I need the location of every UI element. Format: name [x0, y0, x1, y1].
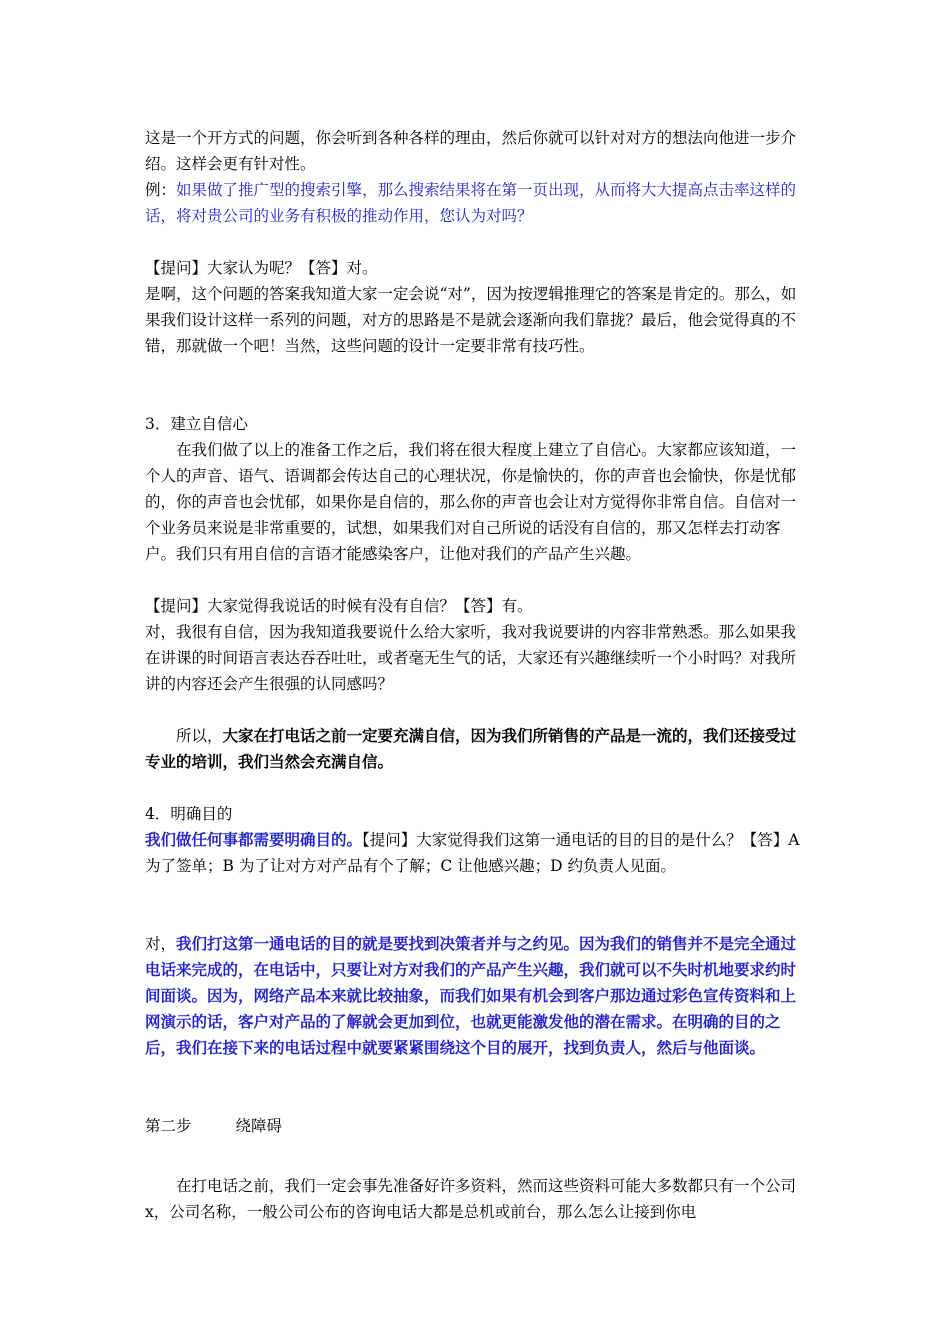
- paragraph-logic: 是啊，这个问题的答案我知道大家一定会说“对”，因为按逻辑推理它的答案是肯定的。那么，如果我们设计这样一系列的问题，对方的思路是不是就会逐渐向我们靠拢？最后，他会觉得真的不错，那就做一个吧！当然，这些问题的设计一定要非常有技巧性。: [145, 285, 797, 355]
- step-label: 第二步: [145, 1117, 192, 1135]
- question-1: 【提问】大家认为呢？【答】对。: [145, 259, 378, 277]
- goal-answer-text: 我们打这第一通电话的目的就是要找到决策者并与之约见。因为我们的销售并不是完全通过电话来完成的，在电话中，只要让对方对我们的产品产生兴趣，我们就可以不失时机地要求约时间面谈。因为，网络产品本来就比较抽象，而我们如果有机会到客户那边通过彩色宣传资料和上网演示的话，客户对产品的了解就会更加到位，也就更能激发他的潜在需求。在明确的目的之后，我们在接下来的电话过程中就要紧紧围绕这个目的展开，找到负责人，然后与他面谈。: [145, 934, 797, 1057]
- goal-answer-prefix: 对，: [145, 935, 177, 953]
- goal-emphasis: 我们做任何事都需要明确目的。: [145, 830, 363, 849]
- paragraph-goal-answer: [145, 931, 809, 1061]
- paragraph-confidence: 在我们做了以上的准备工作之后，我们将在很大程度上建立了自信心。大家都应该知道，一个人的声音、语气、语调都会传达自己的心理状况，你是愉快的，你的声音也会愉快，你是忧郁的，你的声音也会忧郁，如果你是自信的，那么你的声音也会让对方觉得你非常自信。自信对一个业务员来说是非常重要的，试想，如果我们对自己所说的话没有自信的，那又怎样去打动客户。我们只有用自信的言语才能感染客户，让他对我们的产品产生兴趣。: [145, 441, 797, 563]
- paragraph-obstacles: 在打电话之前，我们一定会事先准备好许多资料，然而这些资料可能大多数都只有一个公司 x，公司名称，一般公司公布的咨询电话大都是总机或前台，那么怎么让接到你电: [145, 1177, 797, 1221]
- step-title: 绕障碍: [235, 1117, 283, 1135]
- heading-goal: 4．明确目的: [145, 805, 233, 823]
- example-text: 如果做了推广型的搜索引擎，那么搜索结果将在第一页出现，从而将大大提高点击率这样的话，将对贵公司的业务有积极的推动作用，您认为对吗？: [145, 181, 797, 225]
- paragraph-open-question: 这是一个开方式的问题，你会听到各种各样的理由，然后你就可以针对对方的想法向他进一步介绍。这样会更有针对性。: [145, 129, 797, 173]
- paragraph-goal-question: [145, 827, 809, 879]
- goal-question: 【提问】大家觉得我们这第一通电话的目的目的是什么？【答】A 为了签单；B 为了让对方对产品有个了解；C 让他感兴趣；D 约负责人见面。: [145, 831, 800, 875]
- paragraph-conclusion: [145, 723, 809, 775]
- paragraph-answer-confidence: 对，我很有自信，因为我知道我要说什么给大家听，我对我说要讲的内容非常熟悉。那么如果我在讲课的时间语言表达吞吞吐吐，或者毫无生气的话，大家还有兴趣继续听一个小时吗？对我所讲的内容还会产生很强的认同感吗？: [145, 623, 797, 693]
- paragraph-example: [145, 177, 809, 229]
- step-two-heading: [145, 1113, 809, 1139]
- document-body: [145, 125, 809, 1225]
- conclusion-bold: 大家在打电话之前一定要充满自信，因为我们所销售的产品是一流的，我们还接受过专业的培训，我们当然会充满自信。: [145, 726, 797, 771]
- example-prefix: 例：: [145, 181, 177, 199]
- conclusion-prefix: 所以，: [176, 727, 223, 745]
- heading-confidence: 3．建立自信心: [145, 415, 248, 433]
- question-2: 【提问】大家觉得我说话的时候有没有自信？【答】有。: [145, 597, 533, 615]
